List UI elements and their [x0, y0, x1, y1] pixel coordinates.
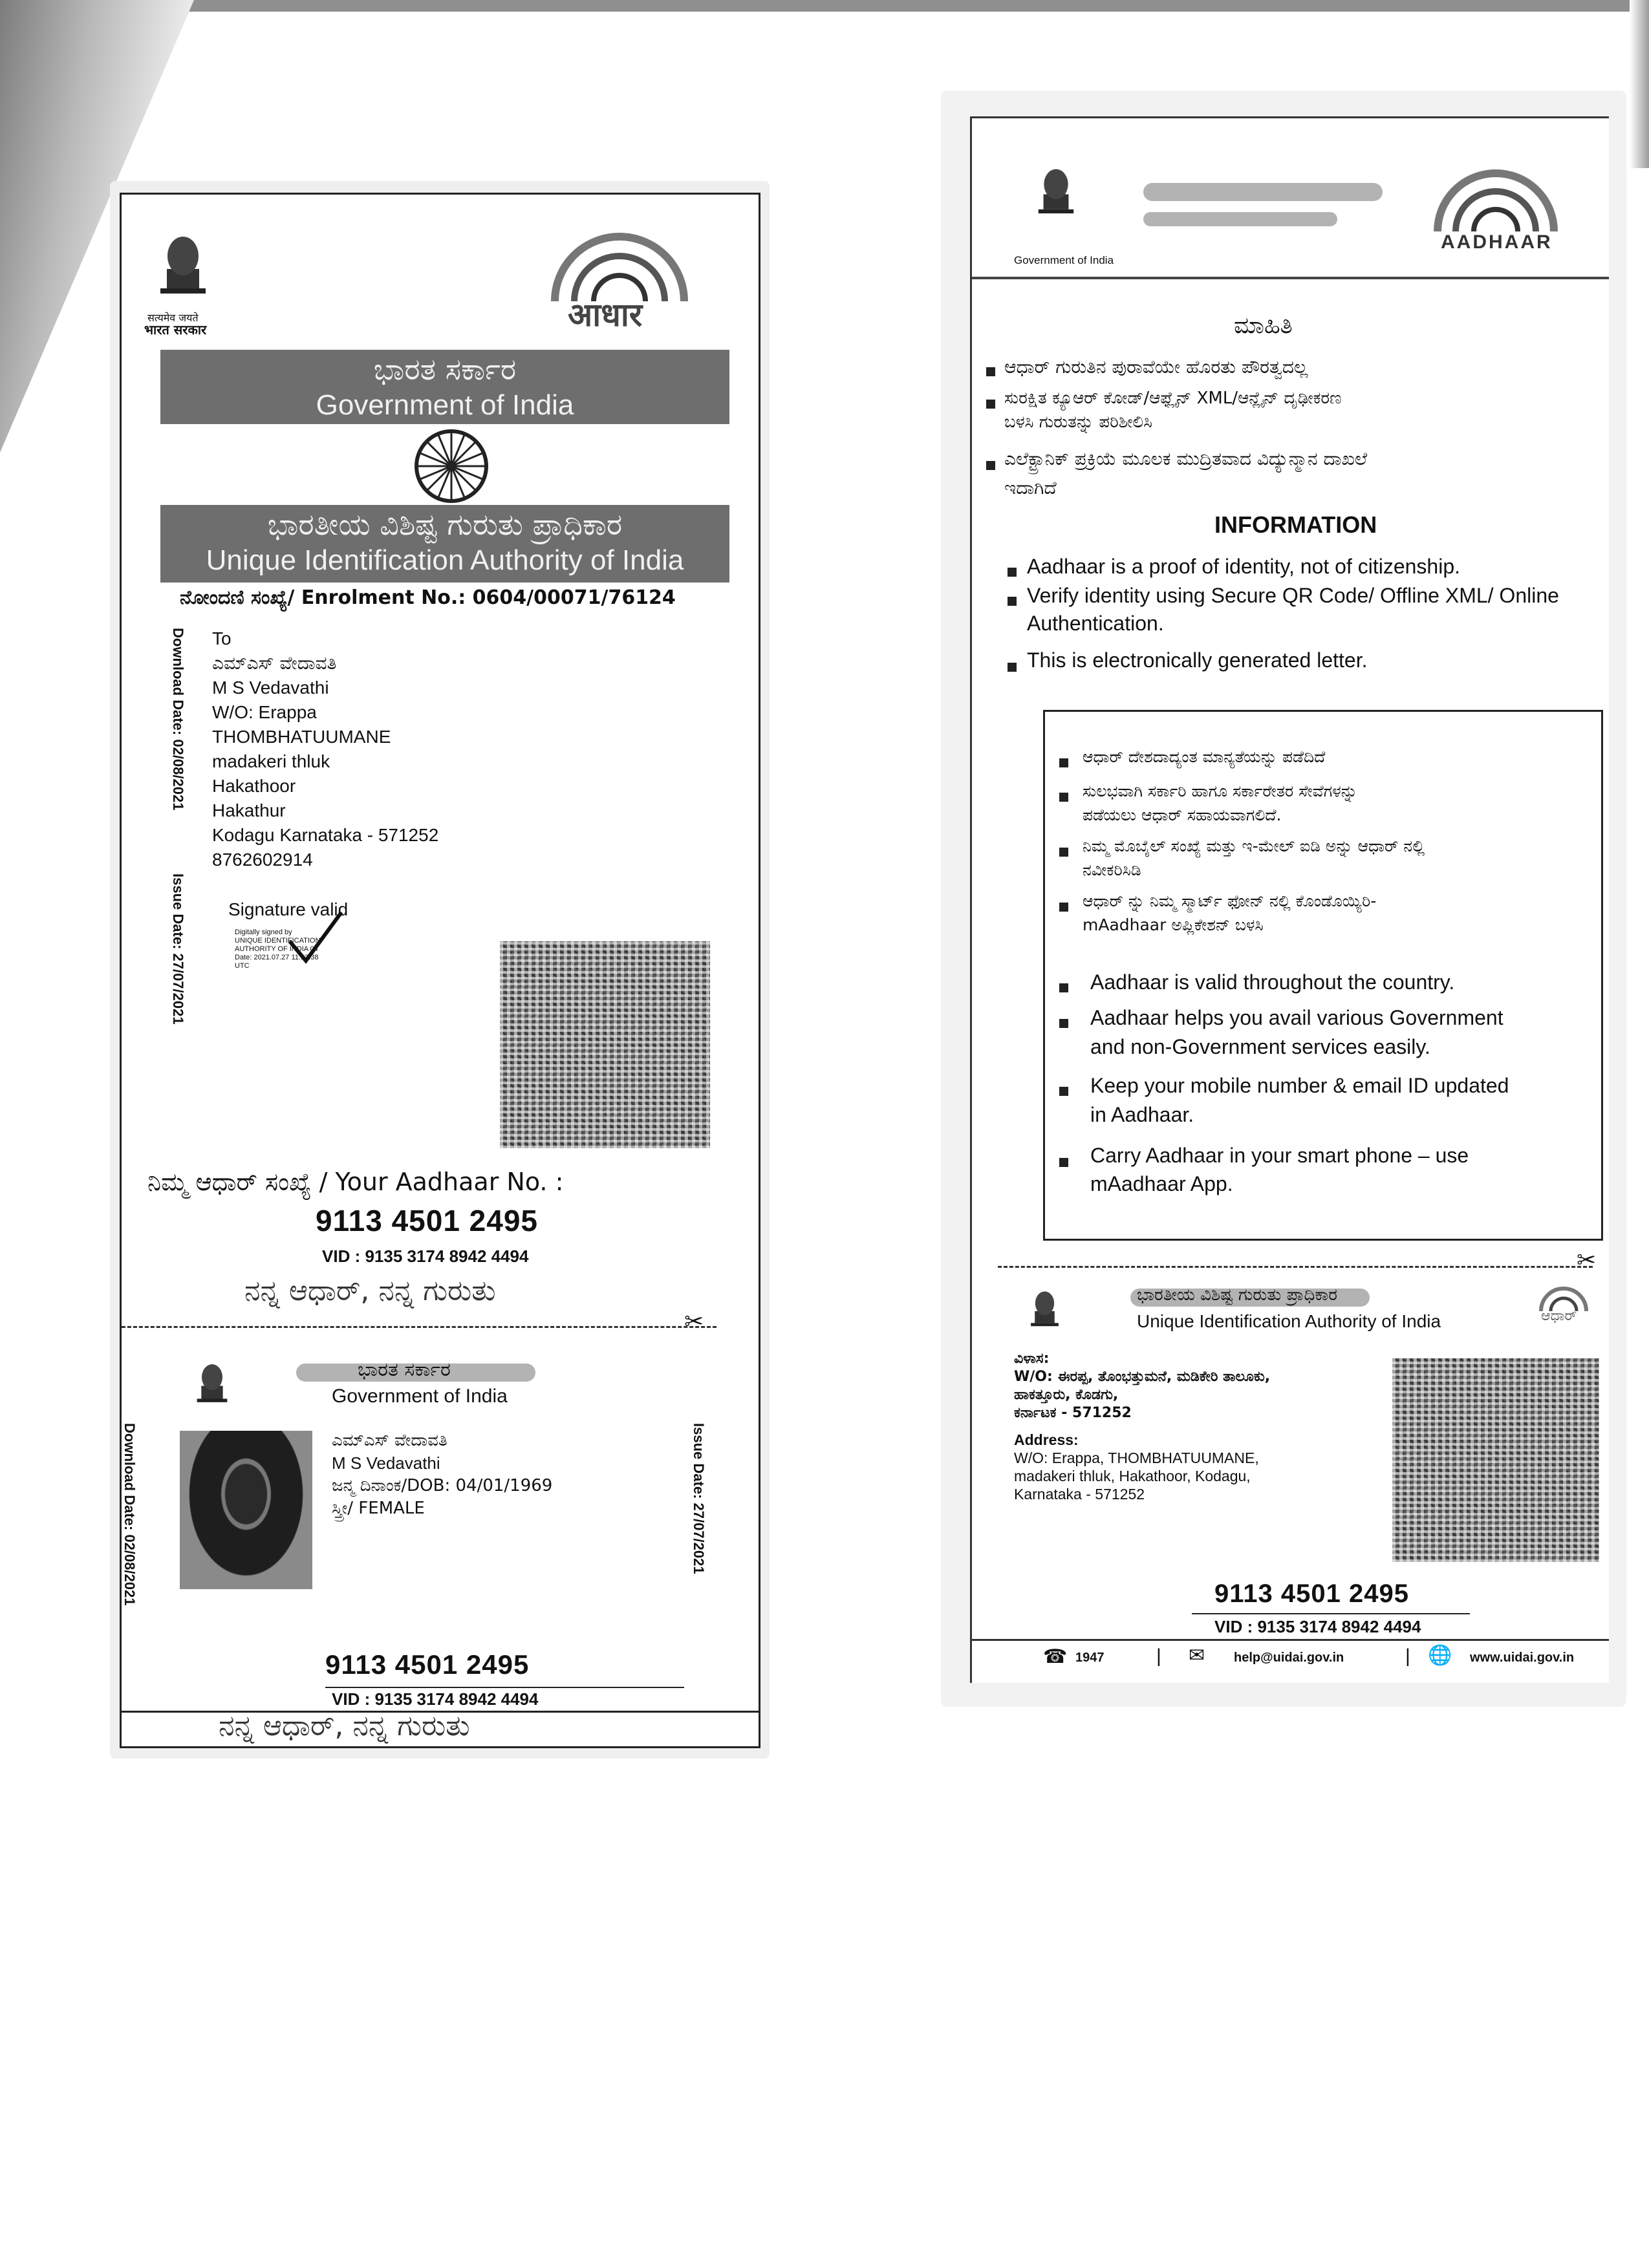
address-name-en: M S Vedavathi — [212, 678, 329, 698]
uidai-band-en: Unique Identification Authority of India — [206, 544, 684, 576]
aadhaar-slogan: ನನ್ನ ಆಧಾರ್, ನನ್ನ ಗುರುತು — [244, 1274, 496, 1307]
stub-issue-date-vertical: Issue Date: 27/07/2021 — [691, 1423, 707, 1574]
bullet — [1059, 903, 1068, 912]
info-en-2: Verify identity using Secure QR Code/ Offline XML/ Online — [1027, 584, 1559, 607]
stub-logo-text: ಆಧಾರ್ — [1541, 1308, 1577, 1324]
stub-footer-rule — [972, 1639, 1609, 1641]
stub-aadhaar-number: 9113 4501 2495 — [325, 1649, 530, 1680]
address-to: To — [212, 628, 232, 648]
footer-web: www.uidai.gov.in — [1470, 1651, 1575, 1665]
stub-address-kn-label: ವಿಳಾಸ: — [1014, 1351, 1050, 1367]
bullet — [1059, 758, 1068, 767]
qr-code — [500, 941, 710, 1148]
bullet — [986, 400, 995, 409]
info-en-3: This is electronically generated letter. — [1027, 648, 1368, 672]
box-en-3: and non-Government services easily. — [1090, 1035, 1430, 1058]
signature-detail-line: AUTHORITY OF INDIA 04 — [235, 945, 318, 953]
box-kn-5: ನವೀಕರಿಸಿಡಿ — [1083, 861, 1141, 879]
stub-uidai-en: Unique Identification Authority of India — [1137, 1311, 1441, 1331]
gov-band-top — [160, 350, 729, 424]
stub-address-en — [1014, 1431, 1259, 1503]
info-en-1: Aadhaar is a proof of identity, not of citizenship. — [1027, 555, 1461, 578]
bullet — [986, 461, 995, 470]
stub-gender: ಸ್ತ್ರೀ/ FEMALE — [332, 1499, 425, 1518]
stub-vid-number: VID : 9135 3174 8942 4494 — [332, 1689, 539, 1709]
globe-icon: 🌐 — [1428, 1645, 1452, 1666]
national-emblem-icon — [154, 230, 212, 308]
issue-date-vertical: Issue Date: 27/07/2021 — [170, 873, 186, 1025]
checkmark-icon — [286, 909, 345, 967]
bullet — [1059, 793, 1068, 802]
signature-detail-line: UTC — [235, 962, 250, 970]
info-kn-2: ಸುರಕ್ಷಿತ ಕ್ಯೂಆರ್ ಕೋಡ್/ಆಫ್ಲೈನ್ XML/ಆನ್ಲೈನ್ ದೃಢೀಕರಣ — [1004, 389, 1342, 408]
box-en-7: mAadhaar App. — [1090, 1172, 1233, 1195]
stub-divider — [1192, 1613, 1470, 1614]
header-rule — [972, 277, 1609, 279]
header-shade — [1143, 183, 1383, 201]
info-en-2b: Authentication. — [1027, 612, 1164, 635]
address-line-2: madakeri thluk — [212, 751, 330, 771]
cut-line — [122, 1326, 717, 1328]
holder-photo — [180, 1431, 312, 1589]
box-en-2: Aadhaar helps you avail various Government — [1090, 1006, 1503, 1029]
stub-address-kn — [1014, 1350, 1270, 1422]
header-shade — [1143, 212, 1337, 226]
stub-aadhaar-number: 9113 4501 2495 — [1214, 1579, 1409, 1608]
box-en-5: in Aadhaar. — [1090, 1103, 1194, 1126]
stub-address-kn-2: ಹಾಕತ್ತೂರು, ಕೊಡಗು, — [1014, 1387, 1119, 1403]
aadhaar-logo-text: आधार — [568, 296, 643, 334]
address-line-5: Kodagu Karnataka - 571252 — [212, 825, 439, 845]
download-date-vertical: Download Date: 02/08/2021 — [170, 628, 186, 811]
footer-email: help@uidai.gov.in — [1234, 1651, 1344, 1665]
your-aadhaar-label: ನಿಮ್ಮ ಆಧಾರ್ ಸಂಖ್ಯೆ / Your Aadhaar No. : — [147, 1168, 564, 1196]
bullet — [1059, 1019, 1068, 1028]
signature-detail-line: Digitally signed by — [235, 928, 292, 936]
info-title-en: INFORMATION — [1214, 511, 1377, 538]
stub-vid-number: VID : 9135 3174 8942 4494 — [1214, 1617, 1421, 1636]
bullet — [1008, 597, 1017, 606]
benefits-box — [1043, 710, 1603, 1241]
bullet — [1059, 983, 1068, 992]
national-emblem-icon — [193, 1358, 232, 1413]
aadhaar-logo-text: AADHAAR — [1441, 231, 1553, 253]
box-kn-7: mAadhaar ಅಪ್ಲಿಕೇಶನ್ ಬಳಸಿ — [1083, 915, 1264, 934]
scissors-icon: ✂ — [1577, 1246, 1597, 1273]
stub-divider — [325, 1687, 684, 1688]
stub-address-en-1: W/O: Erappa, THOMBHATUUMANE, — [1014, 1450, 1259, 1466]
box-kn-1: ಆಧಾರ್ ದೇಶದಾದ್ಯಂತ ಮಾನ್ಯತೆಯನ್ನು ಪಡೆದಿದೆ — [1083, 747, 1326, 766]
emblem-caption-gov: भारत सरकार — [144, 322, 207, 337]
gov-band-top-en: Government of India — [316, 389, 574, 421]
uidai-band-kn: ಭಾರತೀಯ ವಿಶಿಷ್ಟ ಗುರುತು ಪ್ರಾಧಿಕಾರ — [267, 507, 623, 542]
box-kn-2: ಸುಲಭವಾಗಿ ಸರ್ಕಾರಿ ಹಾಗೂ ಸರ್ಕಾರೇತರ ಸೇವೆಗಳನ್ನು — [1083, 782, 1358, 800]
signature-detail-line: Date: 2021.07.27 11:13:38 — [235, 954, 319, 961]
info-title-kn: ಮಾಹಿತಿ — [1234, 312, 1293, 339]
info-kn-1: ಆಧಾರ್ ಗುರುತಿನ ಪುರಾವೆಯೇ ಹೊರತು ಪೌರತ್ವದಲ್ಲ — [1004, 356, 1308, 378]
stub-address-en-3: Karnataka - 571252 — [1014, 1486, 1145, 1503]
stub-gov-en: Government of India — [332, 1385, 508, 1407]
bullet — [1008, 663, 1017, 672]
stub-address-kn-1: W/O: ಈರಪ್ಪ, ತೊಂಭತ್ತುಮನೆ, ಮಡಿಕೇರಿ ತಾಲೂಕು, — [1014, 1369, 1271, 1385]
enrolment-number: ನೋಂದಣಿ ಸಂಖ್ಯೆ/ Enrolment No.: 0604/00071/76124 — [180, 586, 676, 609]
address-name-kn: ಎಮ್ಎಸ್ ವೇದಾವತಿ — [212, 652, 337, 674]
phone-icon: ☎ — [1043, 1646, 1068, 1667]
address-line-4: Hakathur — [212, 800, 286, 820]
stub-download-date-vertical: Download Date: 02/08/2021 — [122, 1423, 138, 1606]
ashoka-chakra-icon — [413, 427, 490, 505]
national-emblem-icon — [1027, 1285, 1062, 1337]
footer-separator: | — [1156, 1645, 1161, 1667]
right-emblem-caption: Government of India — [1014, 254, 1114, 266]
vid-number: VID : 9135 3174 8942 4494 — [322, 1246, 529, 1266]
bullet — [1059, 1158, 1068, 1167]
footer-phone: 1947 — [1075, 1651, 1105, 1665]
gov-band-top-kn: ಭಾರತ ಸರ್ಕಾರ — [373, 352, 517, 387]
stub-gov-kn: ಭಾರತ ಸರ್ಕಾರ — [358, 1358, 451, 1381]
address-block — [212, 626, 438, 872]
stub-details — [332, 1429, 552, 1520]
stub-address-en-2: madakeri thluk, Hakathoor, Kodagu, — [1014, 1468, 1251, 1484]
stub-name-kn: ಎಮ್ಎಸ್ ವೇದಾವತಿ — [332, 1431, 447, 1450]
info-kn-3: ಬಳಸಿ ಗುರುತನ್ನು ಪರಿಶೀಲಿಸಿ — [1004, 412, 1152, 432]
address-relation: W/O: Erappa — [212, 702, 317, 722]
address-line-3: Hakathoor — [212, 776, 296, 796]
aadhaar-letter-back — [970, 116, 1609, 1683]
cut-line — [998, 1266, 1593, 1268]
aadhaar-number: 9113 4501 2495 — [316, 1204, 539, 1237]
info-kn-5: ಇದಾಗಿದೆ — [1004, 477, 1057, 498]
scissors-icon: ✂ — [684, 1308, 704, 1334]
qr-code — [1392, 1358, 1599, 1562]
national-emblem-icon — [1033, 164, 1079, 225]
scan-top-edge — [0, 0, 1649, 12]
aadhaar-logo-icon — [1418, 154, 1573, 238]
address-phone: 8762602914 — [212, 850, 313, 870]
uidai-band — [160, 505, 729, 583]
emblem-caption-motto: सत्यमेव जयते — [147, 312, 199, 324]
footer-separator: | — [1405, 1645, 1410, 1667]
info-kn-4: ಎಲೆಕ್ಟ್ರಾನಿಕ್ ಪ್ರಕ್ರಿಯೆ ಮೂಲಕ ಮುದ್ರಿತವಾದ ವಿದ್ಯುನ್ಮಾನ ದಾಖಲೆ — [1004, 448, 1368, 469]
stub-uidai-kn: ಭಾರತೀಯ ವಿಶಿಷ್ಟ ಗುರುತು ಪ್ರಾಧಿಕಾರ — [1137, 1285, 1337, 1305]
box-kn-3: ಪಡೆಯಲು ಆಧಾರ್ ಸಹಾಯವಾಗಲಿದೆ. — [1083, 806, 1282, 824]
address-line-1: THOMBHATUUMANE — [212, 727, 391, 747]
stub-slogan: ನನ್ನ ಆಧಾರ್, ನನ್ನ ಗುರುತು — [219, 1709, 470, 1742]
box-en-6: Carry Aadhaar in your smart phone – use — [1090, 1144, 1469, 1167]
scan-right-edge — [1630, 0, 1649, 168]
bullet — [1059, 1087, 1068, 1096]
aadhaar-letter-front — [120, 193, 760, 1748]
box-kn-4: ನಿಮ್ಮ ಮೊಬೈಲ್ ಸಂಖ್ಯೆ ಮತ್ತು ಇ-ಮೇಲ್ ಐಡಿ ಅನ್ನು ಆಧಾರ್ ನಲ್ಲಿ — [1083, 837, 1425, 855]
stub-address-kn-3: ಕರ್ನಾಟಕ - 571252 — [1014, 1405, 1132, 1421]
box-en-4: Keep your mobile number & email ID updated — [1090, 1074, 1509, 1097]
signature-valid-label: Signature valid — [228, 899, 349, 919]
stub-dob: ಜನ್ಮ ದಿನಾಂಕ/DOB: 04/01/1969 — [332, 1476, 553, 1495]
stub-address-en-label: Address: — [1014, 1431, 1079, 1448]
box-kn-6: ಆಧಾರ್ ನ್ನು ನಿಮ್ಮ ಸ್ಮಾರ್ಟ್ ಫೋನ್ ನಲ್ಲಿ ಕೊಂಡೊಯ್ಯಿರಿ- — [1083, 892, 1377, 910]
bullet — [986, 367, 995, 376]
bullet — [1008, 568, 1017, 577]
mail-icon: ✉ — [1189, 1645, 1205, 1666]
box-en-1: Aadhaar is valid throughout the country. — [1090, 970, 1455, 994]
stub-name-en: M S Vedavathi — [332, 1453, 440, 1473]
bullet — [1059, 848, 1068, 857]
signature-detail-line: UNIQUE IDENTIFICATION — [235, 937, 321, 945]
